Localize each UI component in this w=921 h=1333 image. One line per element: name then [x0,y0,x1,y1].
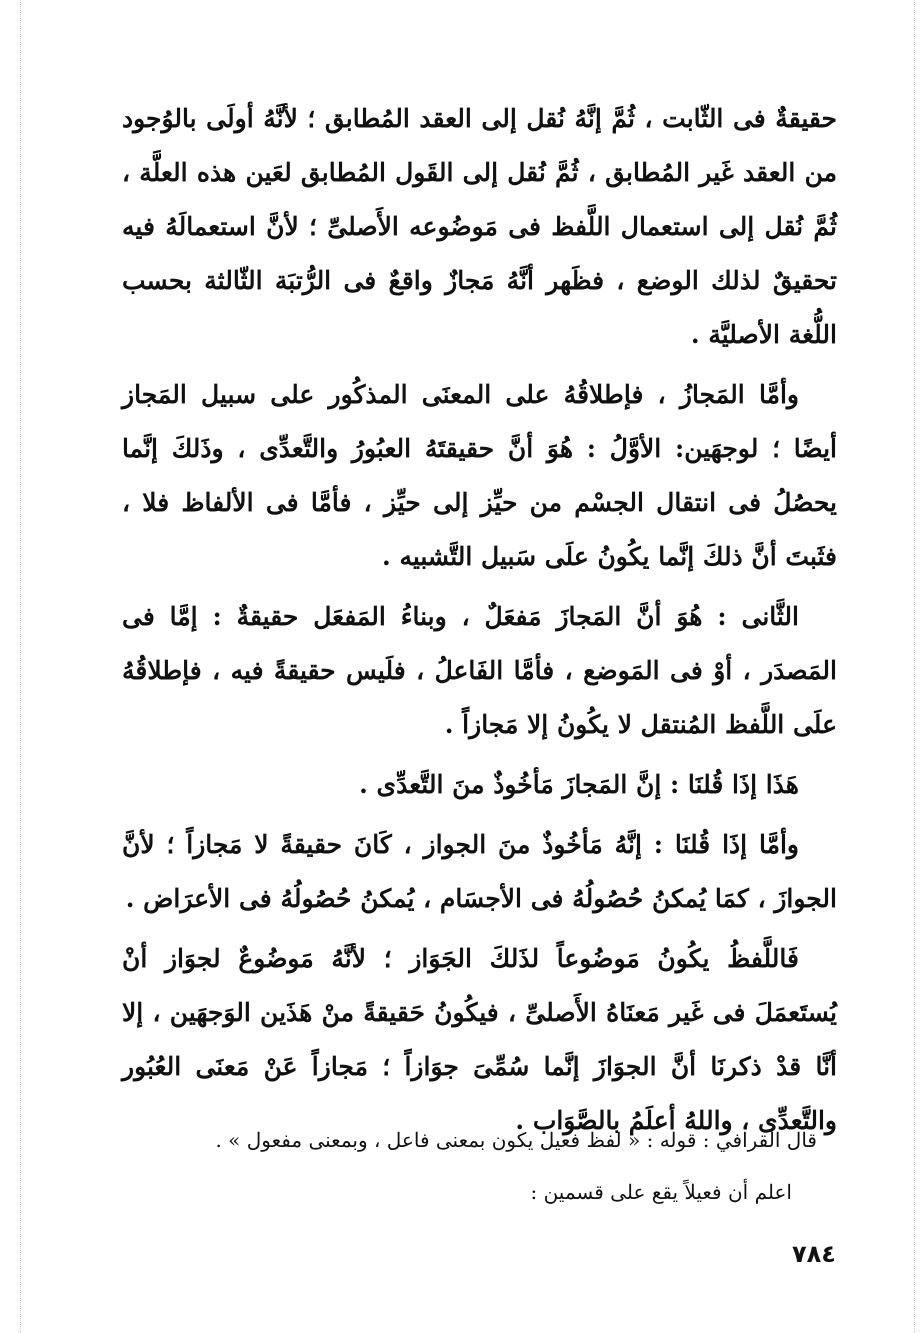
paragraph-3: الثَّانى : هُوَ أنَّ المَجازَ مَفعَلٌ ، وبناءُ المَفعَل حقيقةٌ : إمَّا فى المَصدَر ، أوْ فى المَوضع ، فأمَّا الفَاعلُ ، فلَيس حقيقةً فيه ، فإطلاقُهُ علَى اللَّفظ المُنتقل لا يكُونُ إلا مَجازاً . [122,602,837,739]
commentary-text [122,1114,837,1218]
page-number: ٧٨٤ [792,1240,836,1268]
paragraph-6: فَاللَّفظُ يكُونُ مَوضُوعاً لذَلكَ الجَوَاز ؛ لأنَّهُ مَوضُوعٌ لجوَاز أنْ يُستَعمَلَ فى غَير مَعنَاهُ الأَصلىِّ ، فيكُونُ حَقيقةً منْ هَذَين الوَجهَين ، إلا أنَّا قدْ ذكرنَا أنَّ الجوَازَ إنَّما سُمِّىَ جوَازاً ؛ مَجازاً عَنْ مَعنَى العُبُور والتَّعدِّى ، واللهُ أعلَمُ بالصَّوَاب . [122,944,837,1135]
scan-edge-right [914,0,915,1333]
paragraph-1: حقيقةٌ فى الثّابت ، ثُمَّ إنَّهُ نُقل إلى العقد المُطابق ؛ لأنَّهُ أولَى بالوُجود من العقد غَير المُطابق ، ثُمَّ نُقل إلى القَول المُطابق لعَين هذه العلَّة ، ثُمَّ نُقل إلى استعمال اللَّفظ فى مَوضُوعه الأَصلىِّ ؛ لأنَّ استعمالَهُ فيه تحقيقٌ لذلك الوضع ، فظَهر أنَّهُ مَجازٌ واقعٌ فى الرُّتبَة الثّالثة بحسب اللُّغة الأصليَّة . [122,104,837,349]
paragraph-2: وأمَّا المَجازُ ، فإطلاقُهُ على المعنَى المذكُور على سبيل المَجاز أيضًا ؛ لوجهَين: الأوَّلُ : هُوَ أنَّ حقيقتَهُ العبُورُ والتَّعدِّى ، وذَلكَ إنَّما يحصُلُ فى انتقال الجسْم من حيِّز إلى حيِّز ، فأمَّا فى الألفاظ فلا ، فثَبتَ أنَّ ذلكَ إنَّما يكُونُ علَى سَبيل التَّشبيه . [122,380,838,571]
paragraph-5: وأمَّا إذَا قُلنَا : إنَّهُ مَأخُوذٌ منَ الجواز ، كَانَ حقيقةً لا مَجازاً ؛ لأنَّ الجوازَ ، كمَا يُمكنُ حُصُولُهُ فى الأجسَام ، يُمكنُ حُصُولُهُ فى الأعرَاض . [122,830,837,913]
commentary-line-2: اعلم أن فعيلاً يقع على قسمين : [530,1180,792,1204]
main-text [122,92,837,1154]
commentary-line-1: قال القرافي : قوله : « لفظ فعيل يكون بمعنى فاعل ، وبمعنى مفعول » . [215,1128,817,1152]
paragraph-4: هَذَا إذَا قُلنَا : إنَّ المَجازَ مَأخُوذٌ منَ التَّعدِّى . [359,770,799,799]
scan-edge-left [20,0,21,1333]
